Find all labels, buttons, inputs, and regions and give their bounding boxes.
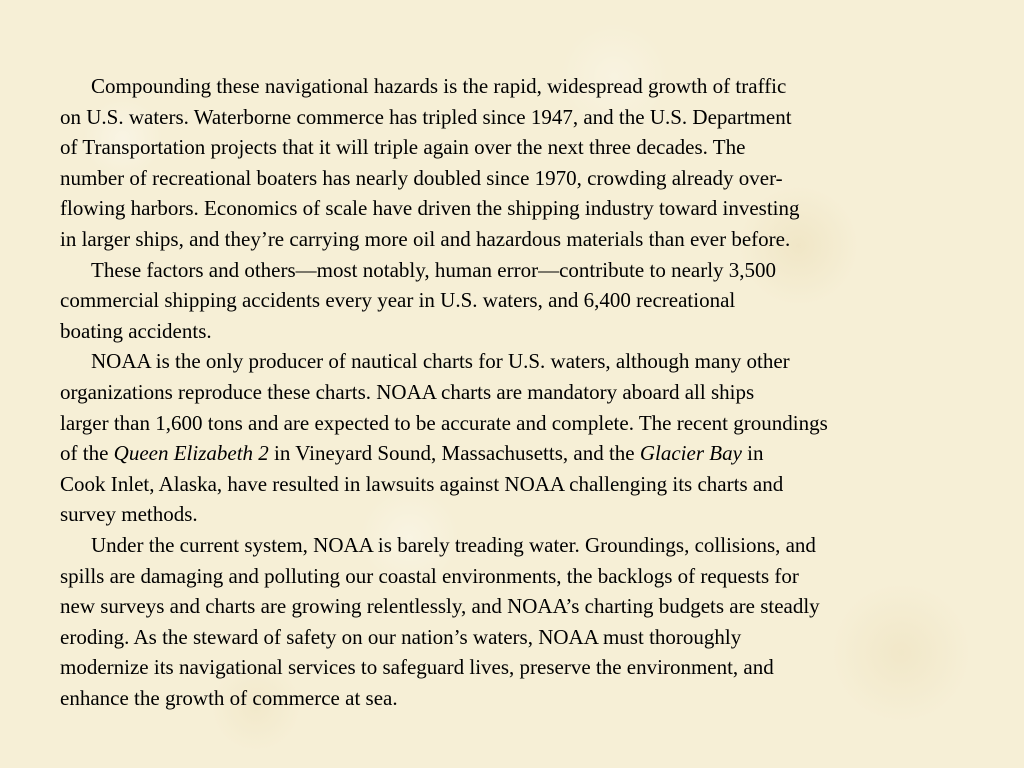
text-fragment: in (741, 441, 764, 466)
text-line: survey methods. (60, 502, 198, 527)
text-line: of Transportation projects that it will triple again over the next three decades. The (60, 135, 746, 160)
text-line: on U.S. waters. Waterborne commerce has tripled since 1947, and the U.S. Department (60, 104, 792, 129)
text-line: eroding. As the steward of safety on our nation’s waters, NOAA must thoroughly (60, 624, 742, 649)
text-line: spills are damaging and polluting our coastal environments, the backlogs of requests for (60, 563, 799, 588)
text-fragment: of the (60, 441, 114, 466)
text-line: organizations reproduce these charts. NOAA charts are mandatory aboard all ships (60, 379, 755, 404)
body-text (60, 71, 1010, 713)
ship-name-queen-elizabeth-2: Queen Elizabeth 2 (113, 441, 269, 466)
text-line: new surveys and charts are growing relentlessly, and NOAA’s charting budgets are steadly (60, 594, 820, 619)
text-line: in larger ships, and they’re carrying more oil and hazardous materials than ever before. (60, 226, 791, 251)
text-line: larger than 1,600 tons and are expected to be accurate and complete. The recent groundings (60, 410, 828, 435)
text-line: number of recreational boaters has nearly doubled since 1970, crowding already over- (60, 165, 783, 190)
text-line: These factors and others—most notably, human error—contribute to nearly 3,500 (91, 257, 777, 282)
text-line: Cook Inlet, Alaska, have resulted in lawsuits against NOAA challenging its charts and (60, 471, 784, 496)
text-line-with-ship-names (60, 438, 1010, 469)
text-line: Under the current system, NOAA is barely treading water. Groundings, collisions, and (91, 532, 816, 557)
text-line: boating accidents. (60, 318, 212, 343)
ship-name-glacier-bay: Glacier Bay (639, 441, 742, 466)
text-line: NOAA is the only producer of nautical charts for U.S. waters, although many other (91, 349, 790, 374)
text-line: enhance the growth of commerce at sea. (60, 685, 398, 710)
text-line: Compounding these navigational hazards is the rapid, widespread growth of traffic (91, 74, 787, 98)
text-line: flowing harbors. Economics of scale have driven the shipping industry toward investing (60, 196, 800, 221)
text-line: modernize its navigational services to safeguard lives, preserve the environment, and (60, 655, 774, 680)
text-fragment: in Vineyard Sound, Massachusetts, and the (268, 441, 640, 466)
text-line: commercial shipping accidents every year in U.S. waters, and 6,400 recreational (60, 288, 736, 313)
